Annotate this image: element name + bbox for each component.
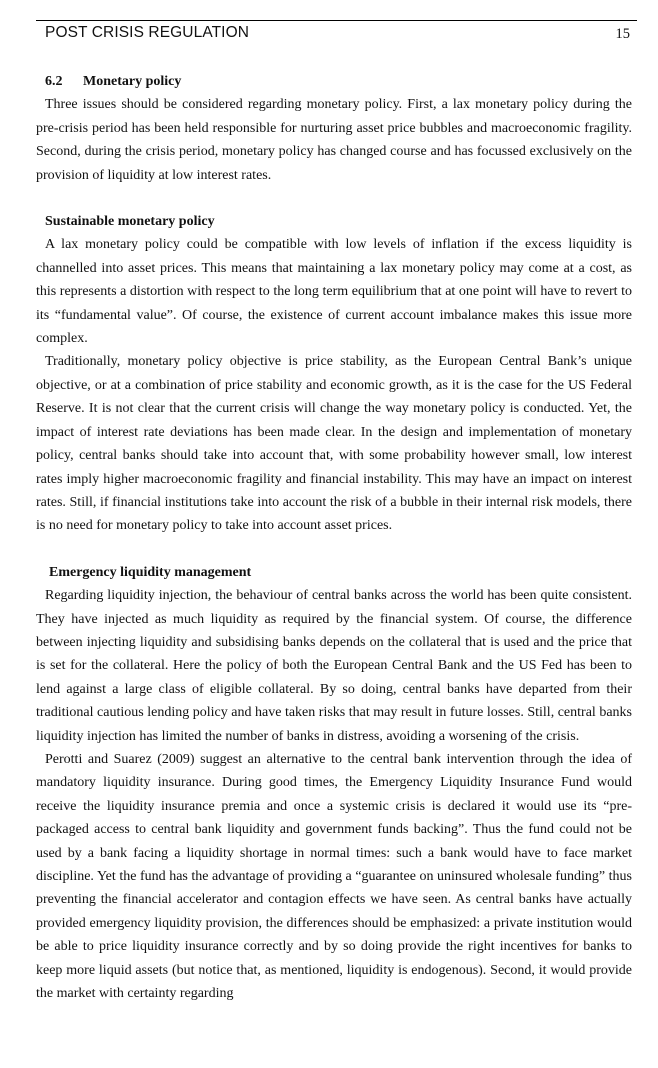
subsection-heading-sustainable: Sustainable monetary policy [45,214,215,230]
section-title: Monetary policy [83,74,182,89]
paragraph: Traditionally, monetary policy objective is price stability, as the European Central Bank’s unique objective, or at a combination of price stability and economic growth, as it is the case for the US Federal Reserve. It is not clear that the current crisis will change the way monetary policy is conducted. Yet, the impact of interest rate deviations has been made clear. In the design and implementation of monetary policy, central banks should take into account that, with some probability however small, low interest rates imply higher macroeconomic fragility and financial instability. This may have an impact on interest rates. Still, if financial institutions take into account the risk of a bubble in their internal risk models, there is no need for monetary policy to take into account asset prices. [36,354,632,534]
paragraph: A lax monetary policy could be compatible with low levels of inflation if the excess liquidity is channelled into asset prices. This means that maintaining a lax monetary policy may come at a cost, as this represents a distortion with respect to the long term equilibrium that at one point will have to revert to its “fundamental value”. Of course, the existence of current account imbalance makes this issue more complex. [36,237,632,347]
body-text [36,70,632,1005]
section-heading [36,70,632,93]
running-title: POST CRISIS REGULATION [45,24,250,41]
header-rule [36,20,637,21]
section-number: 6.2 [45,74,63,89]
intro-paragraph: Three issues should be considered regarding monetary policy. First, a lax monetary policy during the pre-crisis period has been held responsible for nurturing asset price bubbles and macroeconomic fragility. Second, during the crisis period, monetary policy has changed course and has focussed exclusively on the provision of liquidity at low interest rates. [36,97,632,183]
subsection-heading-emergency: Emergency liquidity management [49,564,252,580]
page-number: 15 [615,26,630,42]
paragraph: Perotti and Suarez (2009) suggest an alternative to the central bank intervention through the idea of mandatory liquidity insurance. During good times, the Emergency Liquidity Insurance Fund would receive the liquidity insurance premia and once a systemic crisis is declared it would use its “pre-packaged access to central bank liquidity and government funds backing”. Thus the fund could not be used by a bank facing a liquidity shortage in normal times: such a bank would have to face market discipline. Yet the fund has the advantage of providing a “guarantee on uninsured wholesale funding” thus preventing the financial accelerator and contagion effects we have seen. As central banks have actually provided emergency liquidity provision, the differences should be emphasized: a private institution would be able to price liquidity insurance correctly and by so doing provide the right incentives for banks to keep more liquid assets (but notice that, as mentioned, liquidity is endogenous). Second, it would provide the market with certainty regarding [36,751,632,1002]
paragraph: Regarding liquidity injection, the behaviour of central banks across the world has been quite consistent. They have injected as much liquidity as required by the financial system. Of course, the difference between injecting liquidity and subsidising banks depends on the collateral that is used and the price that is set for the collateral. Here the policy of both the European Central Bank and the US Fed has been to lend against a large class of eligible collateral. By so doing, central banks have departed from their traditional cautious lending policy and have taken risks that may result in future losses. Still, central banks liquidity injection has limited the number of banks in distress, avoiding a worsening of the crisis. [36,588,632,744]
